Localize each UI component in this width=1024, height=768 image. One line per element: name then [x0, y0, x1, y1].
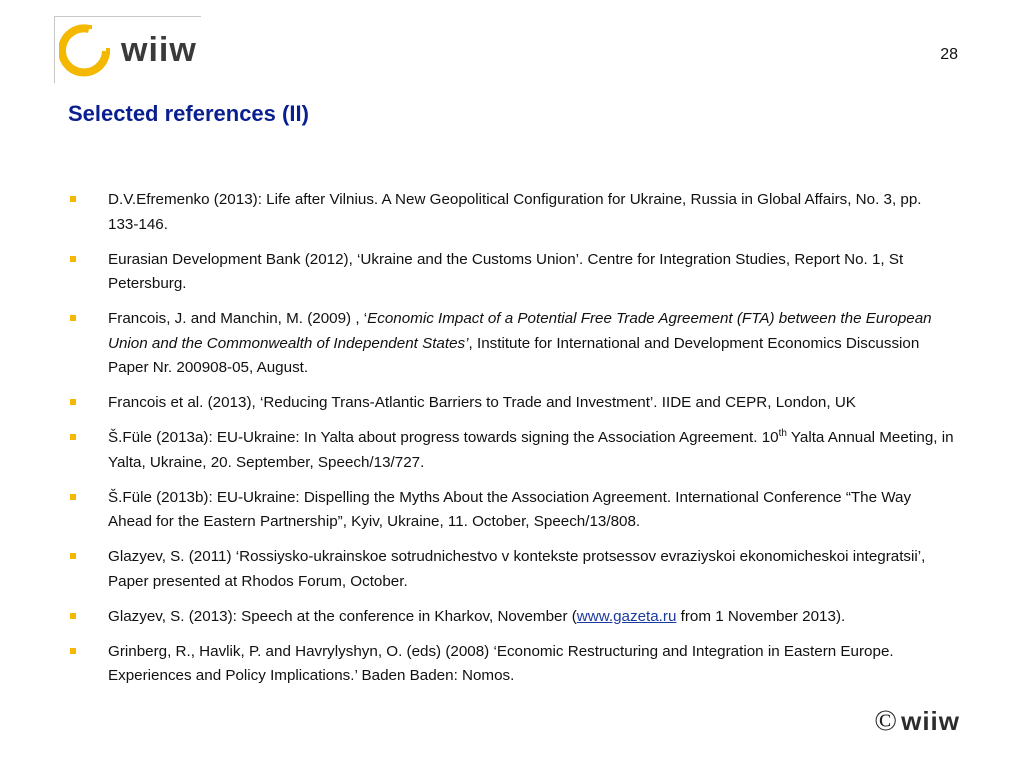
reference-text-pre: Francois, J. and Manchin, M. (2009) , ‘ — [108, 310, 368, 327]
reference-item — [70, 426, 956, 475]
reference-item — [70, 188, 956, 237]
bullet-icon — [70, 613, 76, 619]
reference-text: Eurasian Development Bank (2012), ‘Ukraine and the Customs Union’. Centre for Integration Studies, Report No. 1, St Petersburg. — [108, 250, 904, 292]
wiiw-logo — [54, 16, 201, 83]
footer-logo-text: wiiw — [901, 705, 960, 736]
reference-text-pre: Š.Füle (2013a): EU-Ukraine: In Yalta about progress towards signing the Association Agreement. 10 — [108, 429, 779, 446]
reference-item — [70, 486, 956, 535]
page-number: 28 — [940, 46, 958, 63]
wiiw-ring-icon — [59, 21, 113, 79]
reference-text-post: from 1 November 2013). — [676, 607, 846, 625]
reference-text: Glazyev, S. (2011) ‘Rossiysko-ukrainskoe sotrudnichestvo v kontekste protsessov evraziyskoi ekonomicheskoi integratsii’, Paper presented at Rhodos Forum, October. — [108, 548, 926, 590]
reference-list — [70, 188, 956, 699]
reference-text: Grinberg, R., Havlik, P. and Havrylyshyn, O. (eds) (2008) ‘Economic Restructuring and Integration in Eastern Europe. Experiences and Policy Implications.’ Baden Baden: Nomos. — [108, 642, 894, 684]
reference-text-post: , Institute for International and Development Economics Discussion Paper Nr. 200908-05, August. — [108, 334, 920, 376]
reference-text-pre: Glazyev, S. (2013): Speech at the conference in Kharkov, November ( — [108, 607, 577, 625]
reference-item — [70, 391, 956, 416]
reference-text: Š.Füle (2013b): EU-Ukraine: Dispelling the Myths About the Association Agreement. International Conference “The Way Ahead for the Eastern Partnership”, Kyiv, Ukraine, 11. October, Speech/13/808. — [108, 488, 912, 530]
reference-text-post: Yalta Annual Meeting, in Yalta, Ukraine, 20. September, Speech/13/727. — [108, 429, 954, 471]
reference-text: Francois et al. (2013), ‘Reducing Trans-Atlantic Barriers to Trade and Investment’. IIDE and CEPR, London, UK — [108, 394, 856, 411]
reference-title-italic: Economic Impact of a Potential Free Trade Agreement (FTA) between the European Union and the Commonwealth of Independent States’ — [108, 310, 932, 352]
bullet-icon — [70, 399, 76, 405]
reference-item — [70, 248, 956, 297]
bullet-icon — [70, 256, 76, 262]
bullet-icon — [70, 196, 76, 202]
gazeta-link[interactable]: www.gazeta.ru — [576, 607, 677, 625]
reference-item — [70, 605, 956, 630]
ordinal-superscript: th — [778, 427, 787, 439]
bullet-icon — [70, 648, 76, 654]
reference-text: D.V.Efremenko (2013): Life after Vilnius. A New Geopolitical Configuration for Ukraine, Russia in Global Affairs, No. 3, pp. 133-146. — [108, 191, 922, 233]
footer-logo — [874, 704, 960, 738]
reference-item — [70, 545, 956, 594]
reference-item — [70, 640, 956, 689]
reference-item — [70, 307, 956, 381]
logo-text: wiiw — [121, 31, 197, 69]
bullet-icon — [70, 494, 76, 500]
page-title: Selected references (II) — [68, 101, 309, 126]
bullet-icon — [70, 553, 76, 559]
bullet-icon — [70, 315, 76, 321]
bullet-icon — [70, 434, 76, 440]
copyright-icon: © — [874, 704, 898, 737]
